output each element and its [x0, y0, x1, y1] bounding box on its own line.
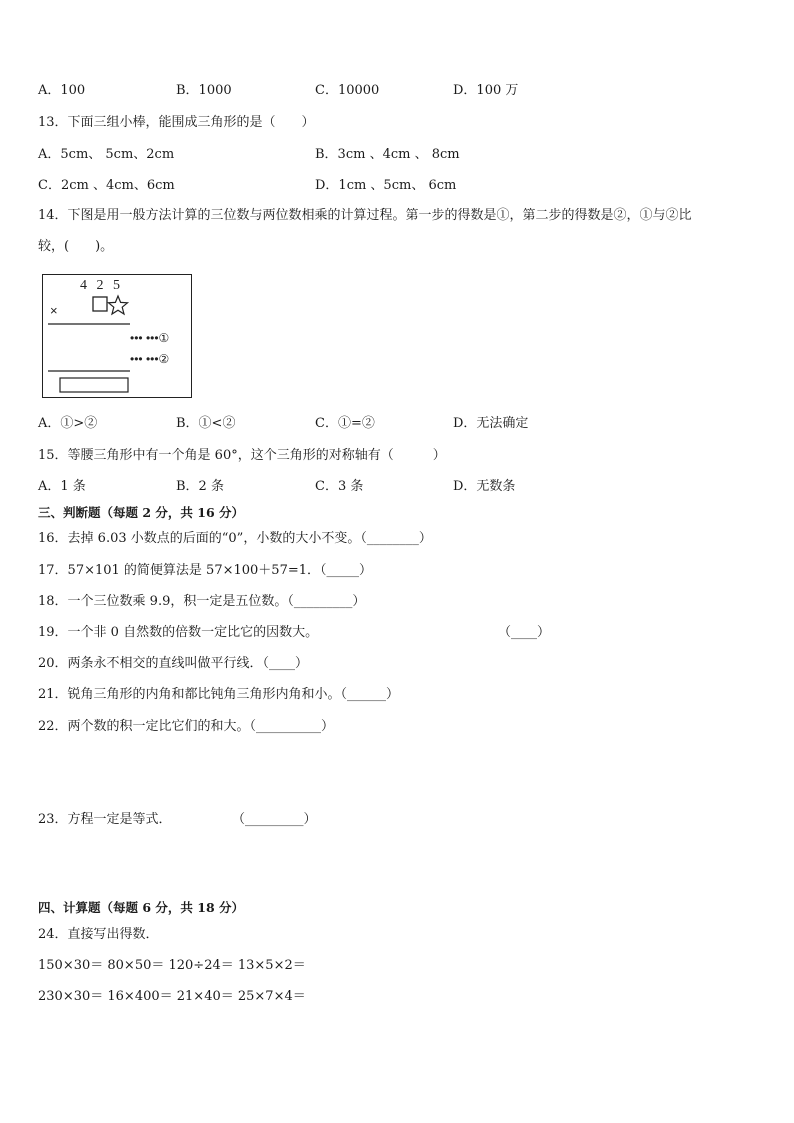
- step2-label: ••• •••②: [130, 352, 170, 366]
- q14-option-a: A．①>②: [38, 416, 98, 431]
- q20-item: [38, 655, 308, 673]
- q12-option-b: B．1000: [176, 83, 232, 98]
- q15-option-d: D．无数条: [453, 479, 516, 494]
- q13-stem: 13．下面三组小棒，能围成三角形的是（ ）: [38, 115, 315, 130]
- q24-stem: 24．直接写出得数．: [38, 927, 159, 942]
- result-box: [60, 378, 128, 392]
- q14-stem-line2: 较，( )。: [38, 239, 114, 254]
- q14-stem-line1: 14．下图是用一般方法计算的三位数与两位数相乘的计算过程。第一步的得数是①，第二步的得数是②，①与②比: [38, 208, 692, 223]
- q21-item: [38, 686, 399, 704]
- q17-text: 17．57×101 的简便算法是 57×100＋57=1．: [38, 563, 321, 578]
- multiplication-diagram: [42, 274, 192, 398]
- q22-blank[interactable]: （__________）: [249, 719, 335, 734]
- q20-text: 20．两条永不相交的直线叫做平行线．: [38, 656, 263, 671]
- q13-option-d: D．1cm 、5cm、 6cm: [315, 178, 457, 193]
- q18-blank[interactable]: （_________）: [287, 594, 366, 609]
- q13-option-c: C．2cm 、4cm、6cm: [38, 178, 175, 193]
- q15-option-c: C．3 条: [315, 479, 364, 494]
- q23-item: [38, 811, 172, 829]
- q17-item: [38, 562, 372, 580]
- section3-title: 三、判断题（每题 2 分，共 16 分）: [38, 505, 245, 520]
- step1-label: ••• •••①: [130, 331, 170, 345]
- q20-blank[interactable]: （____）: [262, 656, 309, 671]
- q22-text: 22．两个数的积一定比它们的和大。: [38, 719, 250, 734]
- multiplicand-text: 4 2 5: [80, 278, 123, 293]
- q12-option-c: C．10000: [315, 83, 380, 98]
- q13-option-b: B．3cm 、4cm 、 8cm: [315, 147, 460, 162]
- times-sign: ×: [50, 303, 58, 318]
- q18-item: [38, 593, 365, 611]
- star-icon: [109, 296, 128, 314]
- q23-blank[interactable]: （_________）: [232, 812, 317, 827]
- multiplication-figure: [42, 274, 192, 398]
- q19-blank[interactable]: （____）: [498, 625, 551, 640]
- q15-option-b: B．2 条: [176, 479, 224, 494]
- q21-text: 21．锐角三角形的内角和都比钝角三角形内角和小。: [38, 687, 341, 702]
- q16-blank[interactable]: （________）: [360, 531, 432, 546]
- q15-option-a: A．1 条: [38, 479, 86, 494]
- q14-option-c: C．①=②: [315, 416, 375, 431]
- q22-item: [38, 718, 334, 736]
- q12-option-a: A．100: [38, 83, 86, 98]
- q16-item: [38, 530, 432, 548]
- q17-blank[interactable]: （_____）: [320, 563, 373, 578]
- q15-stem: 15．等腰三角形中有一个角是 60°，这个三角形的对称轴有（ ）: [38, 448, 446, 463]
- q24-row2: 230×30＝ 16×400＝ 21×40＝ 25×7×4＝: [38, 989, 306, 1004]
- q14-option-b: B．①<②: [176, 416, 236, 431]
- q12-option-d: D．100 万: [453, 83, 519, 98]
- q13-option-a: A．5cm、 5cm、2cm: [38, 147, 175, 162]
- q24-row1: 150×30＝ 80×50＝ 120÷24＝ 13×5×2＝: [38, 958, 306, 973]
- q14-option-d: D．无法确定: [453, 416, 529, 431]
- q16-text: 16．去掉 6.03 小数点的后面的“0”，小数的大小不变。: [38, 531, 361, 546]
- q19-text: 19．一个非 0 自然数的倍数一定比它的因数大。: [38, 625, 319, 640]
- section4-title: 四、计算题（每题 6 分，共 18 分）: [38, 900, 245, 915]
- square-icon: [93, 297, 107, 311]
- q19-item: [38, 624, 318, 642]
- q18-text: 18．一个三位数乘 9.9，积一定是五位数。: [38, 594, 288, 609]
- q23-text: 23．方程一定是等式．: [38, 812, 172, 827]
- q21-blank[interactable]: （______）: [340, 687, 400, 702]
